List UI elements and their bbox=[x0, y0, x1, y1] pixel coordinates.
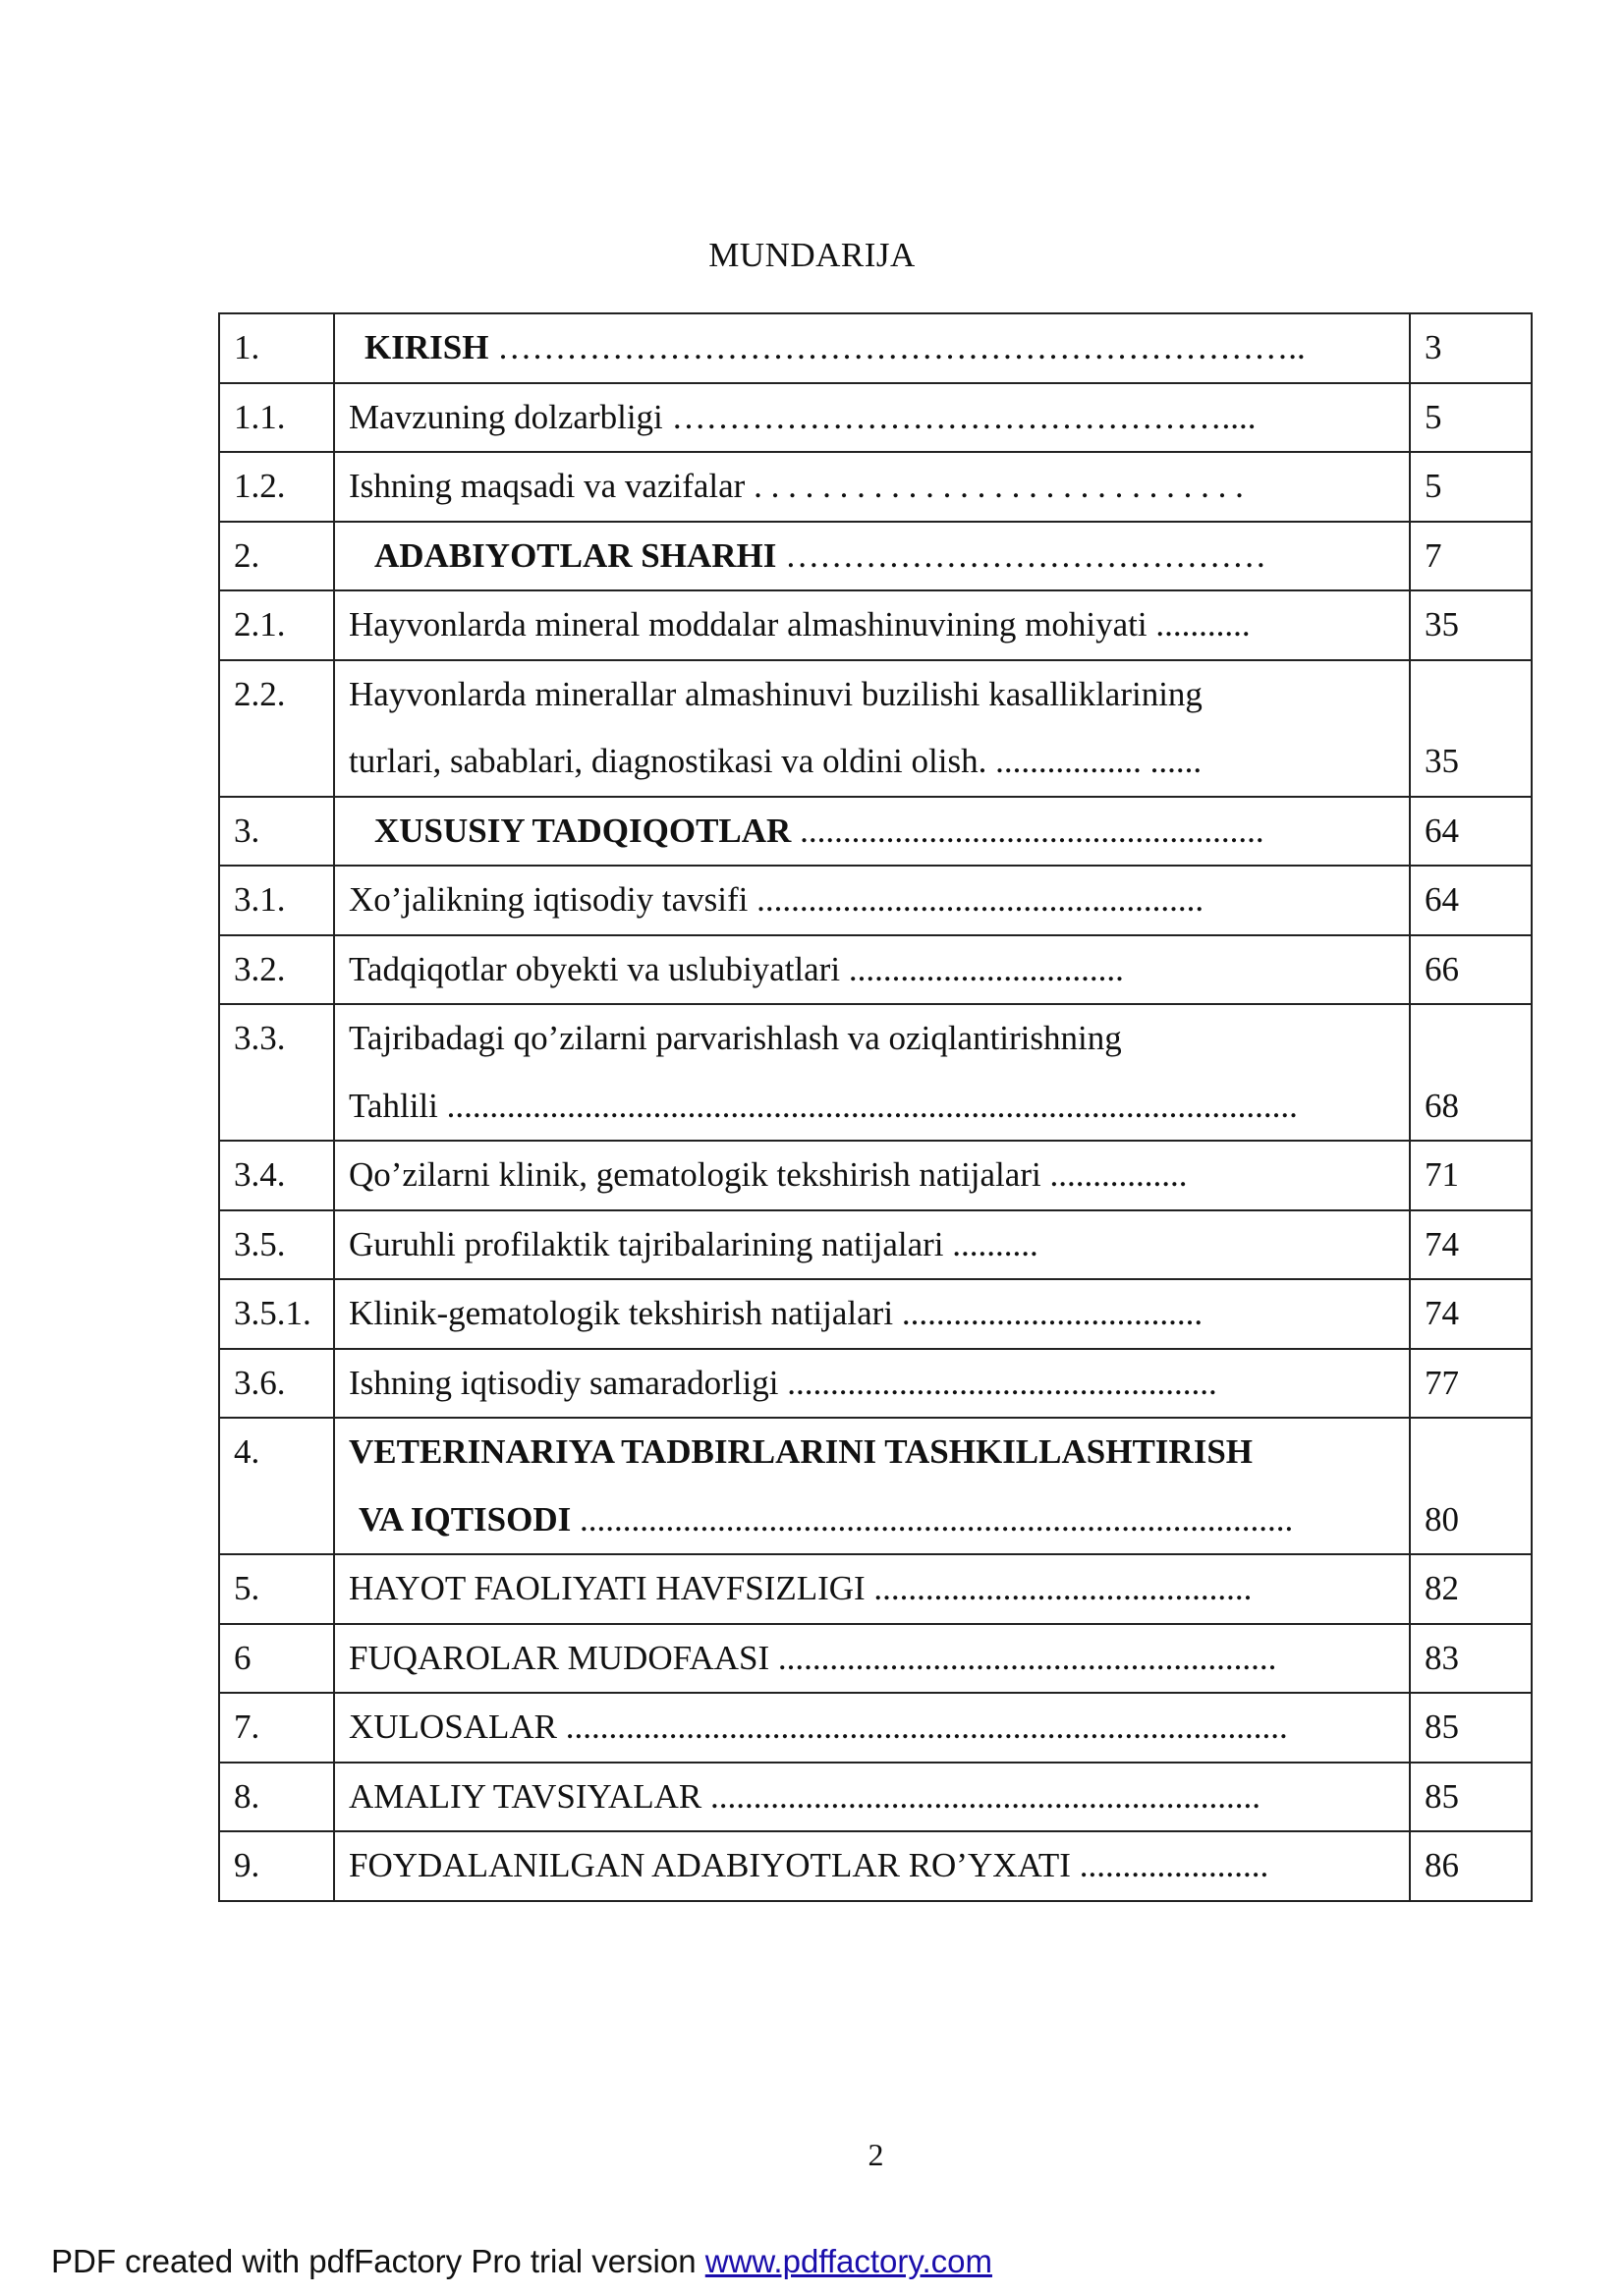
toc-title bbox=[334, 1831, 1410, 1901]
toc-title bbox=[334, 797, 1410, 867]
toc-leader-dots: .................................................................................... bbox=[565, 1708, 1288, 1746]
toc-title-text: Guruhli profilaktik tajribalarining natijalari bbox=[349, 1224, 944, 1263]
toc-row bbox=[219, 522, 1532, 591]
toc-row bbox=[219, 1349, 1532, 1419]
toc-leader-dots: ................................................................................................... bbox=[446, 1086, 1298, 1125]
toc-title-text: KIRISH bbox=[364, 328, 489, 366]
toc-number: 4. bbox=[219, 1418, 334, 1554]
toc-title-text: AMALIY TAVSIYALAR bbox=[349, 1776, 702, 1816]
toc-leader-dots: ............................................ bbox=[873, 1569, 1253, 1607]
toc-page: 5 bbox=[1410, 383, 1532, 453]
toc-row bbox=[219, 1418, 1532, 1554]
toc-number: 3.1. bbox=[219, 866, 334, 935]
toc-title bbox=[334, 660, 1410, 797]
toc-leader-dots: .................................................... bbox=[756, 880, 1204, 919]
toc-row bbox=[219, 1279, 1532, 1349]
toc-title-text: FOYDALANILGAN ADABIYOTLAR RO’YXATI bbox=[349, 1846, 1071, 1884]
toc-number: 3.3. bbox=[219, 1004, 334, 1141]
footer-text: PDF created with pdfFactory Pro trial version bbox=[51, 2243, 705, 2279]
toc-title-text: XULOSALAR bbox=[349, 1708, 557, 1746]
toc-leader-dots: ................................ bbox=[848, 949, 1124, 988]
toc-title-text: Tadqiqotlar obyekti va uslubiyatlari bbox=[349, 949, 841, 988]
toc-leader-dots: …………………………………… bbox=[785, 535, 1267, 575]
toc-title bbox=[334, 1554, 1410, 1624]
toc-page: 66 bbox=[1410, 935, 1532, 1005]
toc-page: 74 bbox=[1410, 1210, 1532, 1280]
toc-title bbox=[334, 1279, 1410, 1349]
toc-row bbox=[219, 935, 1532, 1005]
toc-page: 5 bbox=[1410, 452, 1532, 522]
toc-page: 80 bbox=[1410, 1418, 1532, 1554]
toc-title bbox=[334, 452, 1410, 522]
page-number: 2 bbox=[868, 2137, 884, 2172]
toc-leader-dots: . . . . . . . . . . . . . . . . . . . . . . . . . . . . . bbox=[754, 467, 1244, 505]
toc-leader-dots: ................. ...... bbox=[995, 742, 1203, 780]
toc-title bbox=[334, 1418, 1410, 1554]
toc-number: 3.6. bbox=[219, 1349, 334, 1419]
toc-title-text: Xo’jalikning iqtisodiy tavsifi bbox=[349, 880, 749, 919]
toc-row bbox=[219, 1004, 1532, 1141]
toc-title bbox=[334, 522, 1410, 591]
toc-number: 8. bbox=[219, 1763, 334, 1832]
toc-leader-dots: ................ bbox=[1049, 1155, 1188, 1194]
toc-title bbox=[334, 383, 1410, 453]
toc-title bbox=[334, 1693, 1410, 1763]
pdf-footer bbox=[51, 2243, 992, 2280]
toc-title-text-line2: VA IQTISODI bbox=[359, 1499, 572, 1539]
toc-row bbox=[219, 452, 1532, 522]
toc-title bbox=[334, 1349, 1410, 1419]
toc-title bbox=[334, 1210, 1410, 1280]
toc-title bbox=[334, 590, 1410, 660]
toc-title bbox=[334, 1763, 1410, 1832]
toc-title-text: ADABIYOTLAR SHARHI bbox=[374, 535, 777, 575]
toc-page: 85 bbox=[1410, 1693, 1532, 1763]
toc-leader-dots: ................................................................................... bbox=[580, 1499, 1294, 1539]
toc-title-text: Klinik-gematologik tekshirish natijalari bbox=[349, 1294, 894, 1332]
toc-page: 35 bbox=[1410, 590, 1532, 660]
toc-number: 3.4. bbox=[219, 1141, 334, 1210]
toc-page: 7 bbox=[1410, 522, 1532, 591]
toc-title bbox=[334, 313, 1410, 383]
toc-number: 9. bbox=[219, 1831, 334, 1901]
toc-number: 3.2. bbox=[219, 935, 334, 1005]
toc-page: 64 bbox=[1410, 866, 1532, 935]
toc-row bbox=[219, 1763, 1532, 1832]
toc-page: 68 bbox=[1410, 1004, 1532, 1141]
table-of-contents bbox=[218, 312, 1533, 1902]
toc-title-text: FUQAROLAR MUDOFAASI bbox=[349, 1638, 770, 1677]
toc-leader-dots: …………………………………………………………….. bbox=[497, 328, 1306, 366]
toc-leader-dots: ………………………………………….... bbox=[671, 397, 1257, 436]
toc-title-text: Mavzuning dolzarbligi bbox=[349, 397, 663, 436]
toc-number: 3. bbox=[219, 797, 334, 867]
toc-row bbox=[219, 1210, 1532, 1280]
toc-number: 1.2. bbox=[219, 452, 334, 522]
toc-row bbox=[219, 1831, 1532, 1901]
toc-title-text: Ishning iqtisodiy samaradorligi bbox=[349, 1363, 779, 1402]
toc-row bbox=[219, 866, 1532, 935]
toc-title-text: VETERINARIYA TADBIRLARINI TASHKILLASHTIRISH bbox=[349, 1432, 1254, 1471]
toc-page: 83 bbox=[1410, 1624, 1532, 1694]
toc-title bbox=[334, 1004, 1410, 1141]
toc-row bbox=[219, 1693, 1532, 1763]
toc-row bbox=[219, 1624, 1532, 1694]
toc-row bbox=[219, 660, 1532, 797]
toc-title bbox=[334, 1141, 1410, 1210]
toc-title-text-line2: Tahlili bbox=[349, 1086, 438, 1125]
toc-row bbox=[219, 1141, 1532, 1210]
toc-heading: MUNDARIJA bbox=[708, 236, 916, 274]
toc-title-text-line2: turlari, sabablari, diagnostikasi va oldini olish. bbox=[349, 742, 987, 780]
toc-number: 3.5.1. bbox=[219, 1279, 334, 1349]
toc-leader-dots: ...................................................... bbox=[800, 811, 1264, 850]
footer-link[interactable]: www.pdffactory.com bbox=[704, 2243, 992, 2279]
toc-title bbox=[334, 935, 1410, 1005]
toc-row bbox=[219, 313, 1532, 383]
toc-row bbox=[219, 797, 1532, 867]
toc-number: 1.1. bbox=[219, 383, 334, 453]
toc-page: 86 bbox=[1410, 1831, 1532, 1901]
toc-page: 35 bbox=[1410, 660, 1532, 797]
toc-title-text: Hayvonlarda mineral moddalar almashinuvining mohiyati bbox=[349, 605, 1148, 644]
toc-page: 77 bbox=[1410, 1349, 1532, 1419]
toc-leader-dots: ........... bbox=[1155, 605, 1251, 644]
toc-leader-dots: ................................................................ bbox=[709, 1776, 1260, 1816]
toc-title-text: Ishning maqsadi va vazifalar bbox=[349, 467, 746, 505]
toc-page: 74 bbox=[1410, 1279, 1532, 1349]
toc-number: 5. bbox=[219, 1554, 334, 1624]
toc-leader-dots: ...................... bbox=[1079, 1846, 1269, 1884]
toc-title bbox=[334, 866, 1410, 935]
toc-page: 85 bbox=[1410, 1763, 1532, 1832]
toc-row bbox=[219, 383, 1532, 453]
toc-page: 71 bbox=[1410, 1141, 1532, 1210]
toc-page: 82 bbox=[1410, 1554, 1532, 1624]
toc-number: 2.1. bbox=[219, 590, 334, 660]
toc-leader-dots: .......................................................... bbox=[777, 1638, 1277, 1677]
toc-title-text: HAYOT FAOLIYATI HAVFSIZLIGI bbox=[349, 1569, 866, 1607]
toc-page: 3 bbox=[1410, 313, 1532, 383]
toc-title-text: Tajribadagi qo’zilarni parvarishlash va oziqlantirishning bbox=[349, 1019, 1122, 1057]
toc-row bbox=[219, 590, 1532, 660]
toc-number: 2. bbox=[219, 522, 334, 591]
toc-title-text: Hayvonlarda minerallar almashinuvi buzilishi kasalliklarining bbox=[349, 674, 1203, 713]
toc-number: 2.2. bbox=[219, 660, 334, 797]
toc-leader-dots: .................................................. bbox=[787, 1363, 1217, 1402]
toc-leader-dots: ................................... bbox=[901, 1294, 1204, 1332]
toc-title bbox=[334, 1624, 1410, 1694]
toc-number: 6 bbox=[219, 1624, 334, 1694]
toc-page: 64 bbox=[1410, 797, 1532, 867]
toc-number: 7. bbox=[219, 1693, 334, 1763]
toc-title-text: XUSUSIY TADQIQOTLAR bbox=[374, 811, 792, 850]
toc-number: 1. bbox=[219, 313, 334, 383]
toc-leader-dots: .......... bbox=[952, 1224, 1038, 1263]
toc-number: 3.5. bbox=[219, 1210, 334, 1280]
toc-title-text: Qo’zilarni klinik, gematologik tekshirish natijalari bbox=[349, 1155, 1041, 1194]
toc-row bbox=[219, 1554, 1532, 1624]
